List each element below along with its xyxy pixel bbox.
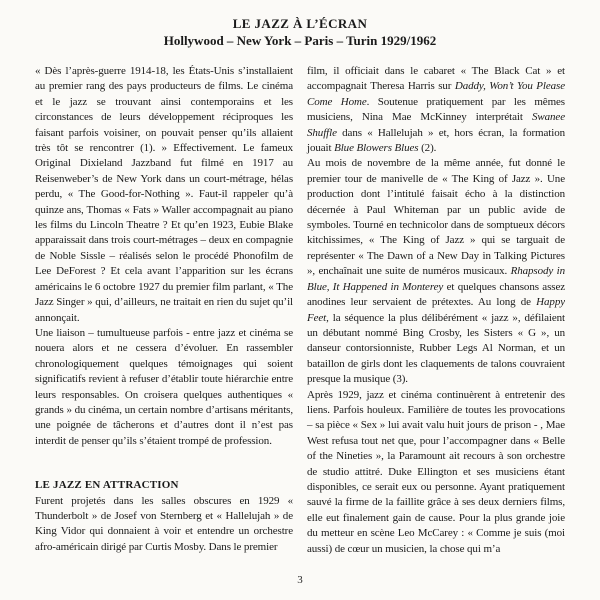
- italic-text-run: Blue Blowers Blues: [334, 142, 419, 155]
- section-heading: LE JAZZ EN ATTRACTION: [35, 479, 179, 492]
- text-run: et quelques chansons assez anodines leur servaient de prétextes. Au long de: [307, 280, 565, 309]
- paragraph: [35, 494, 293, 556]
- text-run: Après 1929, jazz et cinéma continuèrent à entretenir des liens. Parfois houleux. Familière de toutes les provocations – sa pièce « Sex » lui avait valu huit jours de prison - , Mae West refusa tout net que, pour l’accompagner dans « Belle of the Nineties », la Paramount ait recours à son orchestre de studio attitré. Duke Ellington et ses musiciens étant disponibles, ce serait eux ou personne. Ayant pratiquement sauvé la firme de la faillite grâce à ses deux derniers films, elle eut finalement gain de cause. Pour la plus grande joie du metteur en scène Leo McCarey : « Comme je suis (moi aussi) de cœur un musicien, la chose qui m’a: [307, 388, 565, 555]
- right-column: [307, 64, 565, 558]
- paragraph: [307, 64, 565, 156]
- left-column: [35, 64, 293, 558]
- paragraph: [307, 156, 565, 387]
- italic-text-run: Happy Feet: [307, 296, 565, 324]
- page-subtitle: Hollywood – New York – Paris – Turin 1929/1962: [163, 33, 437, 48]
- italic-text-run: Rhapsody in Blue, It Happened in Monterey: [307, 265, 565, 293]
- page-header: [35, 16, 565, 49]
- italic-text-run: Swanee Shuffle: [307, 111, 565, 139]
- text-run: Furent projetés dans les salles obscures en 1929 « Thunderbolt » de Josef von Sternberg et « Hallelujah » de King Vidor qui donnaient à voir et entendre un orchestre afro-américain dirigé par Curtis Mosby. Dans le premier: [35, 494, 293, 553]
- italic-text-run: Daddy, Won’t You Please Come Home: [307, 80, 565, 108]
- text-run: dans « Hallelujah » et, hors écran, la formation jouait: [307, 126, 565, 155]
- text-run: « Dès l’après-guerre 1914-18, les États-Unis s’installaient au premier rang des pays producteurs de films. Le cinéma et le jazz se trouvant ainsi contemporains et les circonstances de leurs développement réciproques les faisant parfois voisiner, on pouvait penser qu’ils allaient très tôt se rencontrer (1). » Effectivement. Le fameux Original Dixieland Jazzband fut filmé en 1917 au Reisenweber’s de New York dans un court-métrage, hélas perdu, « The Good-for-Nothing ». Faut-il rappeler qu’à quinze ans, Thomas « Fats » Waller accompagnait au piano les films du Lincoln Theatre ? Et qu’en 1923, Eubie Blake apparaissait dans trois court-métrages – deux en compagnie de Noble Sissle – réalisés selon le procédé Phonofilm de Lee DeForest ? Et cela avant l’apparition sur les écrans américains le 6 octobre 1927 du premier film parlant, « The Jazz Singer » qui, d’ailleurs, ne traitait en rien du sujet qu’il annonçait.: [35, 65, 293, 324]
- page-title: LE JAZZ À L’ÉCRAN: [232, 16, 368, 31]
- text-columns: [35, 64, 565, 558]
- paragraph: [307, 388, 565, 557]
- text-run: , la séquence la plus délibérément « jazz », défilaient un débutant nommé Bing Crosby, les Sisters « G », un danseur contorsionniste, Rubber Legs Al Norman, et un bataillon de girls dont les claquements de talons couvraient presque la musique (3).: [307, 311, 565, 386]
- text-run: film, il officiait dans le cabaret « The Black Cat » et accompagnait Theresa Harris sur: [307, 65, 565, 93]
- paragraph: [35, 64, 293, 326]
- text-run: Une liaison – tumultueuse parfois - entre jazz et cinéma se nouera alors et ne cessera d’évoluer. En rassembler chronologiquement quelques témoignages qui soient significatifs revient à refuser d’établir toute hiérarchie entre leurs responsables. On croisera quelques authentiques « grands » du cinéma, un certain nombre d’artisans méritants, une poignée de tâcherons et d’autres dont il n’est pas interdit de penser qu’ils s’étaient trompé de profession.: [35, 326, 293, 447]
- paragraph: [35, 326, 293, 449]
- text-run: Au mois de novembre de la même année, fut donné le premier tour de manivelle de « The King of Jazz ». Une production dont l’intitulé faisait écho à la distinction décernée à Paul Whiteman par un public avide de symboles. Tourné en technicolor dans de somptueux décors kitchissimes, « The King of Jazz » qui se targuait de représenter « The Dawn of a New Day in Talking Pictures », enchaînait une suite de numéros musicaux.: [307, 157, 565, 278]
- text-run: . Soutenue pratiquement par les mêmes musiciens, Nina Mae McKinney interprétait: [307, 95, 565, 124]
- text-run: (2).: [418, 142, 437, 155]
- page-number: 3: [297, 574, 303, 586]
